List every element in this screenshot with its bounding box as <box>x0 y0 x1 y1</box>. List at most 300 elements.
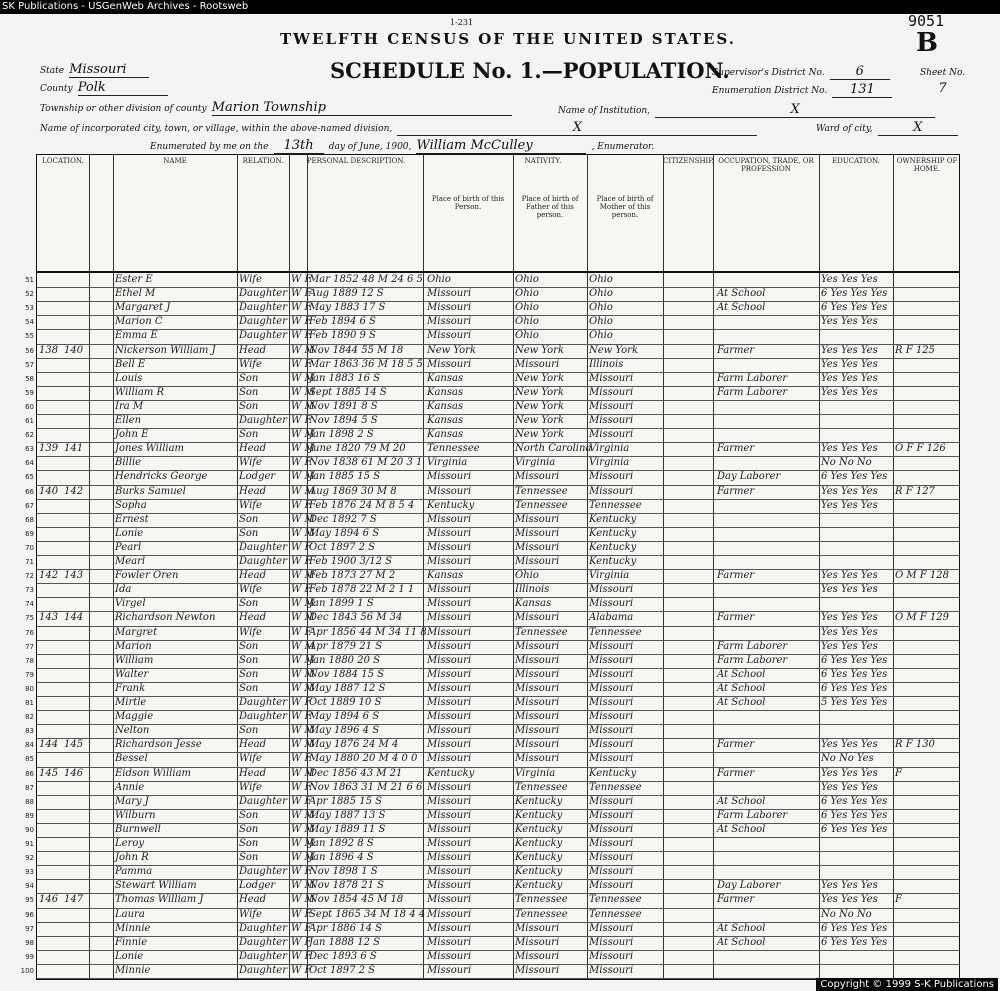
cell-birth: Nov 1891 8 S <box>309 400 378 412</box>
cell-name: Pearl <box>115 541 142 553</box>
cell-edu: 6 Yes Yes Yes <box>821 795 888 807</box>
cell-birth: June 1820 79 M 20 <box>309 443 406 455</box>
cell-name: Finnie <box>115 936 148 948</box>
row-number: 80 <box>25 684 34 693</box>
cell-name: Jones William <box>115 443 185 455</box>
cell-occ: Farm Laborer <box>717 654 788 666</box>
row-number: 78 <box>25 656 34 665</box>
cell-sex: W F <box>291 584 312 596</box>
cell-birth: May 1883 17 S <box>309 302 386 314</box>
col-location: LOCATION. <box>42 157 84 165</box>
institution-value: X <box>655 102 935 118</box>
cell-pof: Kentucky <box>515 795 563 807</box>
cell-pom: Kentucky <box>589 556 637 567</box>
cell-name: Pamma <box>115 866 153 878</box>
col-place-birth: Place of birth of this Person. <box>431 195 505 211</box>
cell-pom: Missouri <box>589 852 634 864</box>
incorporated-value: X <box>397 120 757 136</box>
cell-own: F <box>895 767 902 779</box>
row-number: 65 <box>25 473 34 482</box>
cell-name: Virgel <box>115 598 146 610</box>
cell-own: R F 127 <box>895 485 935 497</box>
col-occupation: OCCUPATION, TRADE, OR PROFESSION <box>718 157 814 173</box>
cell-occ: Farmer <box>717 739 755 751</box>
cell-sex: W M <box>291 386 315 398</box>
cell-edu: Yes Yes Yes <box>821 781 878 793</box>
cell-birth: May 1896 4 S <box>309 725 380 737</box>
cell-fam: 143 <box>64 570 84 582</box>
row-number: 57 <box>25 360 34 369</box>
sheet-field <box>920 60 965 96</box>
cell-pom: Tennessee <box>589 626 642 638</box>
cell-sex: W F <box>291 302 312 314</box>
row-number: 70 <box>25 543 34 552</box>
population-table <box>20 154 960 980</box>
cell-name: John R <box>115 852 149 864</box>
cell-edu: Yes Yes Yes <box>821 344 878 356</box>
cell-birth: Feb 1878 22 M 2 1 1 <box>309 584 415 596</box>
row-number: 64 <box>25 459 34 468</box>
cell-name: Leroy <box>115 838 145 849</box>
cell-edu: Yes Yes Yes <box>821 499 878 511</box>
cell-sex: W M <box>291 527 315 539</box>
cell-sex: W F <box>291 795 312 807</box>
row-number: 56 <box>25 346 34 355</box>
col-divider <box>587 155 588 979</box>
enumerator-name: William McCulley <box>416 138 586 154</box>
sheet-value: 7 <box>938 81 947 96</box>
cell-pob: Missouri <box>427 866 472 878</box>
cell-sex: W M <box>291 654 315 666</box>
cell-pob: Virginia <box>427 457 468 469</box>
cell-edu: 6 Yes Yes Yes <box>821 823 888 835</box>
cell-pom: Missouri <box>589 711 634 723</box>
cell-sex: W M <box>291 570 315 582</box>
col-place-mother: Place of birth of Mother of this person. <box>596 195 654 219</box>
cell-pof: Ohio <box>515 570 539 582</box>
cell-sex: W M <box>291 344 315 356</box>
cell-pob: Missouri <box>427 471 472 483</box>
cell-birth: Aug 1889 12 S <box>309 288 384 300</box>
row-number: 100 <box>20 966 34 975</box>
cell-name: Ida <box>115 584 132 596</box>
cell-pom: Missouri <box>589 429 634 441</box>
ward-field <box>816 116 958 136</box>
cell-pom: Missouri <box>589 922 634 934</box>
cell-pof: Missouri <box>515 527 560 539</box>
cell-pom: Missouri <box>589 400 634 412</box>
cell-edu: 6 Yes Yes Yes <box>821 654 888 666</box>
cell-pom: New York <box>589 344 638 356</box>
cell-dw: 140 <box>39 485 59 497</box>
cell-name: Mirtle <box>115 697 147 708</box>
cell-pob: Missouri <box>427 654 472 666</box>
cell-birth: Apr 1886 14 S <box>309 922 382 934</box>
cell-pof: Virginia <box>515 767 556 779</box>
cell-rel: Wife <box>239 274 262 285</box>
cell-pof: Missouri <box>515 711 560 723</box>
cell-pof: Tennessee <box>515 626 568 638</box>
cell-sex: W F <box>291 499 312 511</box>
cell-birth: Jan 1896 4 S <box>309 852 374 864</box>
cell-pob: Kansas <box>427 429 464 441</box>
enumerator-label: , Enumerator. <box>591 142 655 152</box>
cell-pob: Tennessee <box>427 443 480 455</box>
cell-rel: Son <box>239 372 259 384</box>
cell-pom: Tennessee <box>589 499 642 511</box>
cell-pob: Missouri <box>427 626 472 638</box>
cell-birth: May 1889 11 S <box>309 823 386 835</box>
cell-name: Thomas William J <box>115 894 204 906</box>
cell-sex: W F <box>291 316 312 328</box>
cell-pof: Missouri <box>515 556 560 567</box>
cell-pof: New York <box>515 386 564 398</box>
cell-pom: Tennessee <box>589 908 642 920</box>
cell-pom: Missouri <box>589 697 634 708</box>
cell-pob: Missouri <box>427 922 472 934</box>
cell-sex: W F <box>291 711 312 723</box>
cell-occ: Farm Laborer <box>717 809 788 821</box>
cell-pof: New York <box>515 429 564 441</box>
row-number: 94 <box>25 882 34 891</box>
supervisor-label: Supervisor's District No. <box>712 68 825 78</box>
cell-edu: Yes Yes Yes <box>821 316 878 328</box>
cell-pof: Tennessee <box>515 485 568 497</box>
cell-pob: Missouri <box>427 316 472 328</box>
cell-rel: Head <box>239 894 267 906</box>
cell-rel: Daughter <box>239 936 287 948</box>
cell-name: Ernest <box>115 513 149 525</box>
cell-rel: Daughter <box>239 302 287 314</box>
cell-sex: W F <box>291 358 312 370</box>
row-number: 63 <box>25 445 34 454</box>
cell-rel: Daughter <box>239 415 287 426</box>
col-citizenship: CITIZENSHIP. <box>663 157 714 165</box>
cell-pob: Missouri <box>427 894 472 906</box>
cell-rel: Head <box>239 612 267 624</box>
cell-name: Bell E <box>115 358 146 370</box>
cell-edu: Yes Yes Yes <box>821 274 878 285</box>
county-field <box>40 76 168 96</box>
cell-birth: May 1880 20 M 4 0 0 <box>309 753 418 765</box>
cell-pof: Kentucky <box>515 866 563 878</box>
cell-pom: Ohio <box>589 274 613 285</box>
cell-pof: Kentucky <box>515 823 563 835</box>
cell-rel: Head <box>239 739 267 751</box>
cell-edu: Yes Yes Yes <box>821 739 878 751</box>
cell-sex: W M <box>291 852 315 864</box>
cell-rel: Daughter <box>239 795 287 807</box>
cell-name: Marion C <box>115 316 163 328</box>
cell-dw: 143 <box>39 612 59 624</box>
cell-rel: Wife <box>239 584 262 596</box>
col-divider <box>89 155 90 979</box>
cell-birth: Oct 1897 2 S <box>309 964 376 976</box>
cell-name: Ira M <box>115 400 144 412</box>
cell-rel: Son <box>239 682 259 694</box>
cell-rel: Head <box>239 485 267 497</box>
col-divider <box>819 155 820 979</box>
cell-pom: Alabama <box>589 612 634 624</box>
cell-sex: W M <box>291 471 315 483</box>
cell-sex: W F <box>291 457 312 469</box>
cell-pob: Missouri <box>427 795 472 807</box>
row-number: 96 <box>25 910 34 919</box>
cell-pob: Missouri <box>427 908 472 920</box>
cell-occ: Farmer <box>717 570 755 582</box>
cell-birth: Nov 1884 15 S <box>309 668 384 680</box>
cell-pob: Missouri <box>427 541 472 553</box>
cell-pof: Kentucky <box>515 880 563 892</box>
cell-sex: W F <box>291 753 312 765</box>
cell-pof: Missouri <box>515 739 560 751</box>
cell-pof: Ohio <box>515 302 539 314</box>
cell-occ: At School <box>717 922 766 934</box>
ward-value: X <box>878 120 958 136</box>
col-education: EDUCATION. <box>832 157 880 165</box>
cell-edu: Yes Yes Yes <box>821 570 878 582</box>
cell-own: R F 125 <box>895 344 935 356</box>
cell-own: O M F 129 <box>895 612 949 624</box>
cell-birth: Feb 1890 9 S <box>309 330 376 342</box>
cell-name: Walter <box>115 668 149 680</box>
cell-pom: Missouri <box>589 739 634 751</box>
cell-pob: Missouri <box>427 781 472 793</box>
cell-pob: Kansas <box>427 570 464 582</box>
cell-edu: 5 Yes Yes Yes <box>821 697 888 708</box>
cell-pob: Missouri <box>427 838 472 849</box>
cell-edu: Yes Yes Yes <box>821 880 878 892</box>
cell-rel: Wife <box>239 626 262 638</box>
cell-name: Stewart William <box>115 880 197 892</box>
row-number: 52 <box>25 290 34 299</box>
cell-edu: No No Yes <box>821 753 874 765</box>
ed-label: Enumeration District No. <box>712 86 828 96</box>
cell-name: Richardson Jesse <box>115 739 202 751</box>
cell-rel: Son <box>239 429 259 441</box>
cell-name: Burks Samuel <box>115 485 186 497</box>
institution-label: Name of Institution, <box>558 106 651 116</box>
cell-fam: 145 <box>64 739 84 751</box>
cell-fam: 141 <box>64 443 84 455</box>
cell-pom: Virginia <box>589 457 630 469</box>
cell-pof: Missouri <box>515 668 560 680</box>
cell-birth: Sept 1865 34 M 18 4 4 <box>309 908 426 920</box>
cell-pof: Kentucky <box>515 852 563 864</box>
cell-rel: Son <box>239 400 259 412</box>
ed-value: 131 <box>832 82 892 98</box>
cell-name: Minnie <box>115 964 151 976</box>
cell-pob: Missouri <box>427 612 472 624</box>
cell-rel: Daughter <box>239 288 287 300</box>
cell-sex: W M <box>291 443 315 455</box>
cell-edu: No No No <box>821 457 872 469</box>
cell-name: Frank <box>115 682 146 694</box>
cell-edu: Yes Yes Yes <box>821 626 878 638</box>
cell-sex: W F <box>291 415 312 426</box>
cell-pof: Missouri <box>515 922 560 934</box>
col-divider <box>113 155 114 979</box>
cell-birth: Nov 1863 31 M 21 6 6 <box>309 781 423 793</box>
cell-pof: Tennessee <box>515 499 568 511</box>
cell-name: Billie <box>115 457 142 469</box>
cell-rel: Son <box>239 809 259 821</box>
row-number: 87 <box>25 783 34 792</box>
cell-name: Burnwell <box>115 823 161 835</box>
cell-rel: Daughter <box>239 541 287 553</box>
cell-pof: Tennessee <box>515 781 568 793</box>
cell-pof: New York <box>515 415 564 426</box>
cell-name: Bessel <box>115 753 148 765</box>
row-number: 69 <box>25 529 34 538</box>
cell-occ: Farm Laborer <box>717 640 788 652</box>
cell-birth: Jan 1899 1 S <box>309 598 374 610</box>
ed-field <box>712 78 892 98</box>
row-number: 67 <box>25 501 34 510</box>
cell-sex: W M <box>291 767 315 779</box>
cell-occ: At School <box>717 697 766 708</box>
row-number: 83 <box>25 727 34 736</box>
cell-sex: W M <box>291 429 315 441</box>
cell-pom: Tennessee <box>589 781 642 793</box>
cell-pob: Missouri <box>427 288 472 300</box>
cell-rel: Head <box>239 767 267 779</box>
cell-birth: May 1894 6 S <box>309 527 380 539</box>
cell-pob: Missouri <box>427 964 472 976</box>
cell-name: Maggie <box>115 711 154 723</box>
cell-pom: Ohio <box>589 316 613 328</box>
cell-pom: Ohio <box>589 302 613 314</box>
cell-birth: Jan 1885 15 S <box>309 471 380 483</box>
cell-birth: Apr 1856 44 M 34 11 8 <box>309 626 427 638</box>
cell-rel: Son <box>239 598 259 610</box>
cell-pof: Ohio <box>515 288 539 300</box>
cell-edu: Yes Yes Yes <box>821 358 878 370</box>
row-number: 89 <box>25 811 34 820</box>
cell-pob: Missouri <box>427 809 472 821</box>
cell-rel: Son <box>239 513 259 525</box>
cell-sex: W F <box>291 922 312 934</box>
cell-name: Ester E <box>115 274 153 285</box>
cell-fam: 144 <box>64 612 84 624</box>
cell-edu: 6 Yes Yes Yes <box>821 471 888 483</box>
schedule-title: SCHEDULE No. 1.—POPULATION. <box>330 58 730 83</box>
cell-name: Lonie <box>115 527 144 539</box>
cell-pob: Missouri <box>427 682 472 694</box>
cell-name: Margret <box>115 626 158 638</box>
cell-pof: Missouri <box>515 753 560 765</box>
cell-rel: Daughter <box>239 697 287 708</box>
cell-pof: Tennessee <box>515 908 568 920</box>
cell-edu: Yes Yes Yes <box>821 372 878 384</box>
cell-name: Ellen <box>115 415 142 426</box>
cell-sex: W F <box>291 288 312 300</box>
cell-birth: Mar 1852 48 M 24 6 5 <box>309 274 423 285</box>
row-number: 88 <box>25 797 34 806</box>
row-number: 54 <box>25 318 34 327</box>
cell-pob: Missouri <box>427 513 472 525</box>
cell-sex: W M <box>291 823 315 835</box>
col-nativity: NATIVITY. <box>524 157 562 165</box>
cell-name: Marion <box>115 640 152 652</box>
township-label: Township or other division of county <box>40 104 207 114</box>
cell-name: Annie <box>115 781 145 793</box>
row-number: 73 <box>25 586 34 595</box>
cell-sex: W M <box>291 809 315 821</box>
header-separator <box>37 271 959 273</box>
cell-name: Nelton <box>115 725 150 737</box>
cell-birth: Nov 1838 61 M 20 3 1 <box>309 457 423 469</box>
cell-name: Lonie <box>115 950 144 962</box>
cell-sex: W M <box>291 513 315 525</box>
cell-sex: W F <box>291 274 312 285</box>
cell-sex: W M <box>291 668 315 680</box>
cell-sex: W F <box>291 908 312 920</box>
cell-rel: Son <box>239 725 259 737</box>
enumerated-mid: day of June, 1900, <box>328 142 412 152</box>
cell-pof: Missouri <box>515 358 560 370</box>
cell-pom: Ohio <box>589 288 613 300</box>
cell-name: Nickerson William J <box>115 344 216 356</box>
cell-pob: Missouri <box>427 697 472 708</box>
cell-birth: Feb 1894 6 S <box>309 316 376 328</box>
cell-pof: Tennessee <box>515 894 568 906</box>
cell-rel: Wife <box>239 499 262 511</box>
row-number: 93 <box>25 868 34 877</box>
cell-pob: Missouri <box>427 725 472 737</box>
cell-occ: Farmer <box>717 894 755 906</box>
cell-edu: Yes Yes Yes <box>821 767 878 779</box>
cell-pom: Missouri <box>589 823 634 835</box>
sheet-letter: B <box>916 28 938 58</box>
cell-birth: Jan 1898 2 S <box>309 429 374 441</box>
cell-pof: Ohio <box>515 274 539 285</box>
cell-occ: At School <box>717 823 766 835</box>
cell-pof: Missouri <box>515 654 560 666</box>
cell-pof: Missouri <box>515 936 560 948</box>
row-number: 98 <box>25 938 34 947</box>
cell-pob: Missouri <box>427 598 472 610</box>
state-value: Missouri <box>69 62 149 78</box>
cell-pob: Missouri <box>427 485 472 497</box>
cell-sex: W F <box>291 626 312 638</box>
cell-name: Louis <box>115 372 143 384</box>
row-number: 53 <box>25 304 34 313</box>
cell-rel: Wife <box>239 358 262 370</box>
cell-rel: Wife <box>239 457 262 469</box>
cell-pof: Missouri <box>515 697 560 708</box>
cell-pom: Missouri <box>589 471 634 483</box>
row-number: 99 <box>25 952 34 961</box>
cell-pof: New York <box>515 372 564 384</box>
cell-occ: At School <box>717 288 766 300</box>
cell-edu: 6 Yes Yes Yes <box>821 936 888 948</box>
cell-pom: Missouri <box>589 668 634 680</box>
cell-pob: Kansas <box>427 400 464 412</box>
cell-edu: No No No <box>821 908 872 920</box>
cell-name: Hendricks George <box>115 471 208 483</box>
cell-occ: At School <box>717 795 766 807</box>
cell-occ: Farm Laborer <box>717 372 788 384</box>
cell-edu: 6 Yes Yes Yes <box>821 922 888 934</box>
cell-pom: Virginia <box>589 443 630 455</box>
cell-pof: Missouri <box>515 471 560 483</box>
cell-pom: Missouri <box>589 936 634 948</box>
cell-birth: Dec 1892 7 S <box>309 513 377 525</box>
cell-name: Fowler Oren <box>115 570 179 582</box>
cell-edu: Yes Yes Yes <box>821 640 878 652</box>
cell-pob: Missouri <box>427 358 472 370</box>
